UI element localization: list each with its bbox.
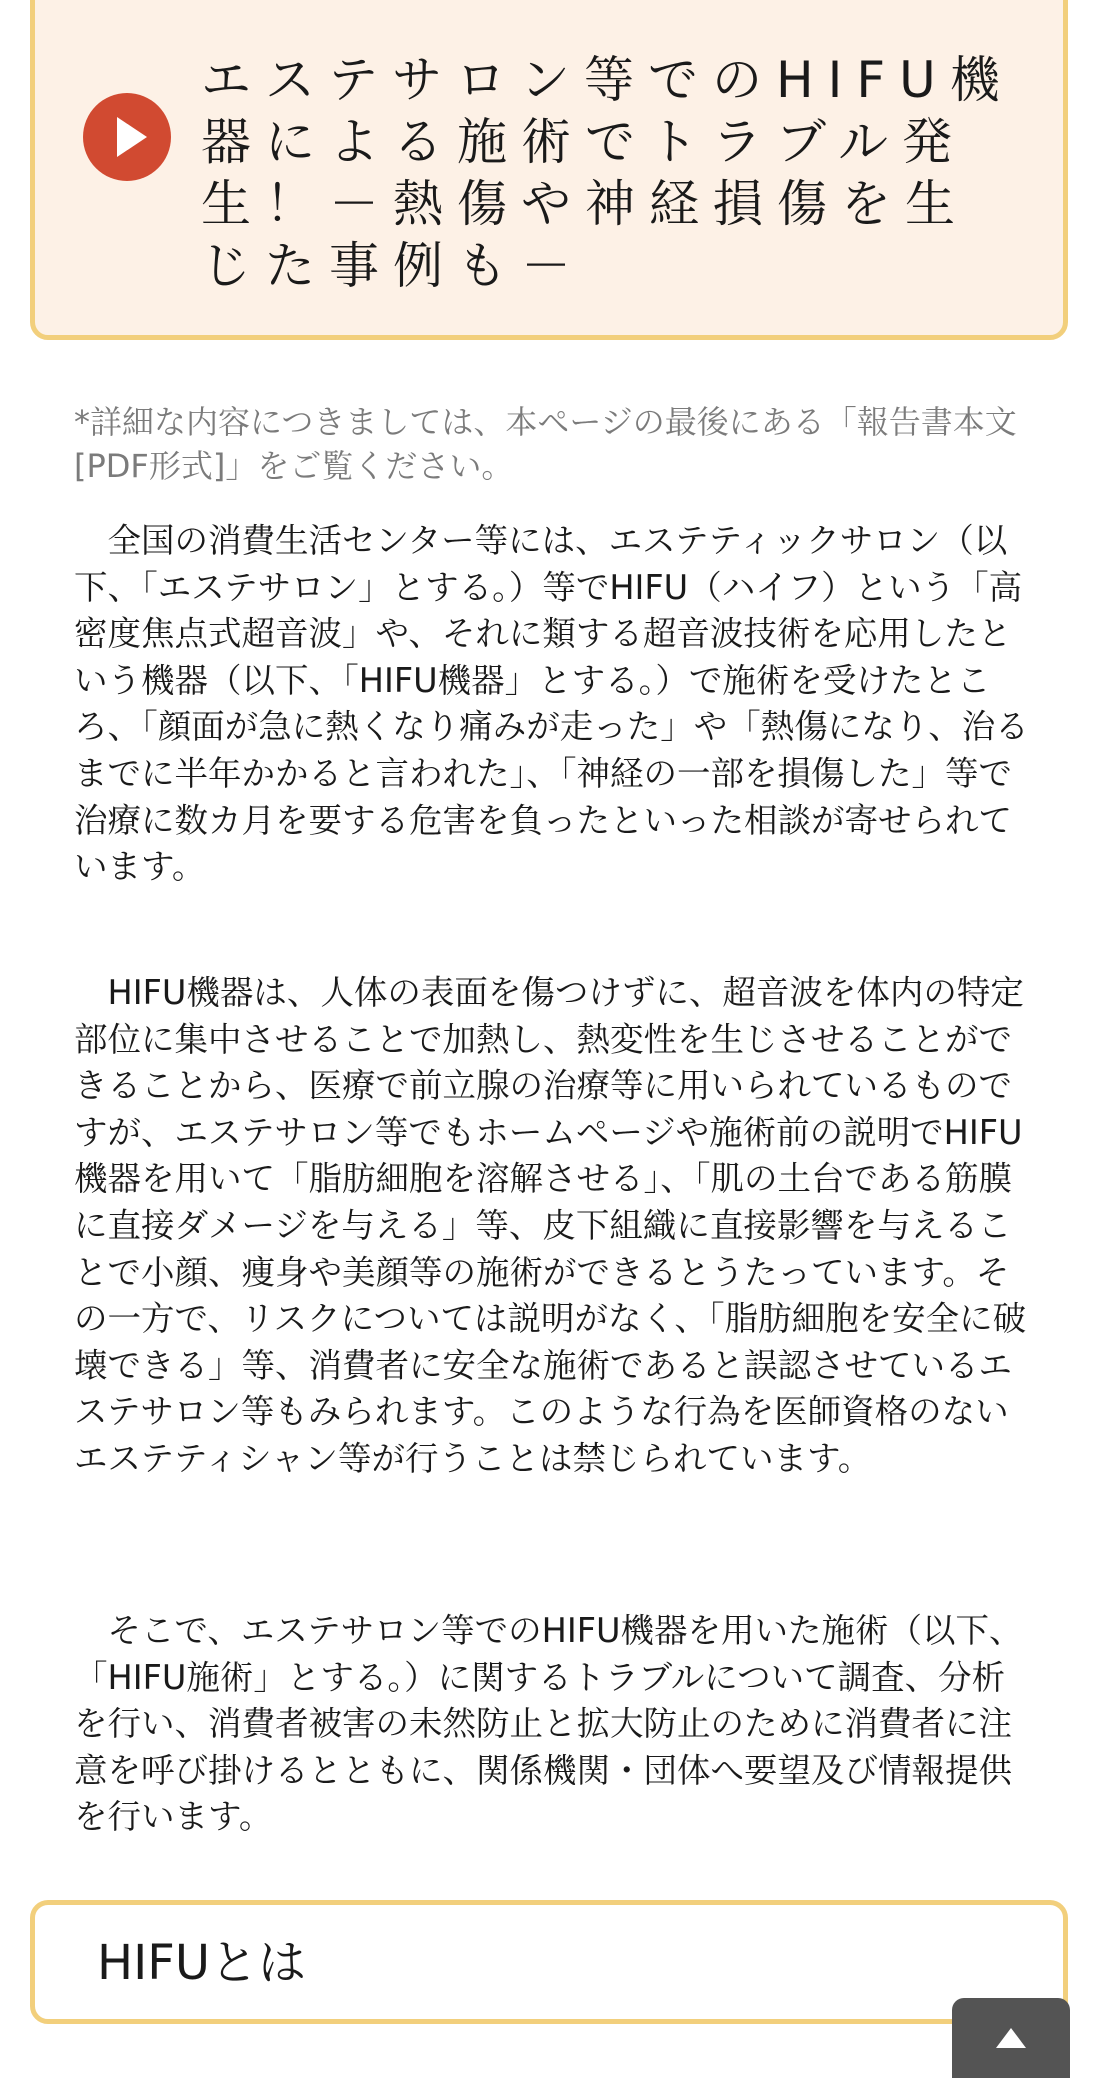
intro-paragraph-3: そこで、エステサロン等でのHIFU機器を用いた施術（以下、「HIFU施術」とする。）に関するトラブルについて調査、分析を行い、消費者被害の未然防止と拡大防止のために消費者に注意を呼び掛けるとともに、関係機関・団体へ要望及び情報提供を行います。 xyxy=(74,1611,1023,1837)
title-box xyxy=(30,0,1068,340)
back-to-top-button[interactable] xyxy=(952,1998,1070,2078)
section-header-hifu xyxy=(30,1900,1068,2024)
play-circle-icon[interactable] xyxy=(83,93,171,181)
intro-paragraph-1: 全国の消費生活センター等には、エステティックサロン（以下、「エステサロン」とする。）等でHIFU（ハイフ）という「高密度焦点式超音波」や、それに類する超音波技術を応用したという機器（以下、「HIFU機器」とする。）で施術を受けたところ、「顔面が急に熱くなり痛みが走った」や「熱傷になり、治るまでに半年かかると言われた」、「神経の一部を損傷した」等で治療に数カ月を要する危害を負ったといった相談が寄せられています。 xyxy=(74,521,1029,887)
pdf-note: *詳細な内容につきましては、本ページの最後にある「報告書本文[PDF形式]」をご覧ください。 xyxy=(74,403,1017,485)
page-title: エステサロン等でのHIFU機器による施術でトラブル発生！－熱傷や神経損傷を生じた事例も－ xyxy=(201,51,1014,295)
section-title: HIFUとは xyxy=(97,1935,306,1991)
intro-paragraph-2: HIFU機器は、人体の表面を傷つけずに、超音波を体内の特定部位に集中させることで加熱し、熱変性を生じさせることができることから、医療で前立腺の治療等に用いられているものですが、エステサロン等でもホームページや施術前の説明でHIFU機器を用いて「脂肪細胞を溶解させる」、「肌の土台である筋膜に直接ダメージを与える」等、皮下組織に直接影響を与えることで小顔、痩身や美顔等の施術ができるとうたっています。その一方で、リスクについては説明がなく、「脂肪細胞を安全に破壊できる」等、消費者に安全な施術であると誤認させているエステサロン等もみられます。このような行為を医師資格のないエステティシャン等が行うことは禁じられています。 xyxy=(74,973,1027,1478)
